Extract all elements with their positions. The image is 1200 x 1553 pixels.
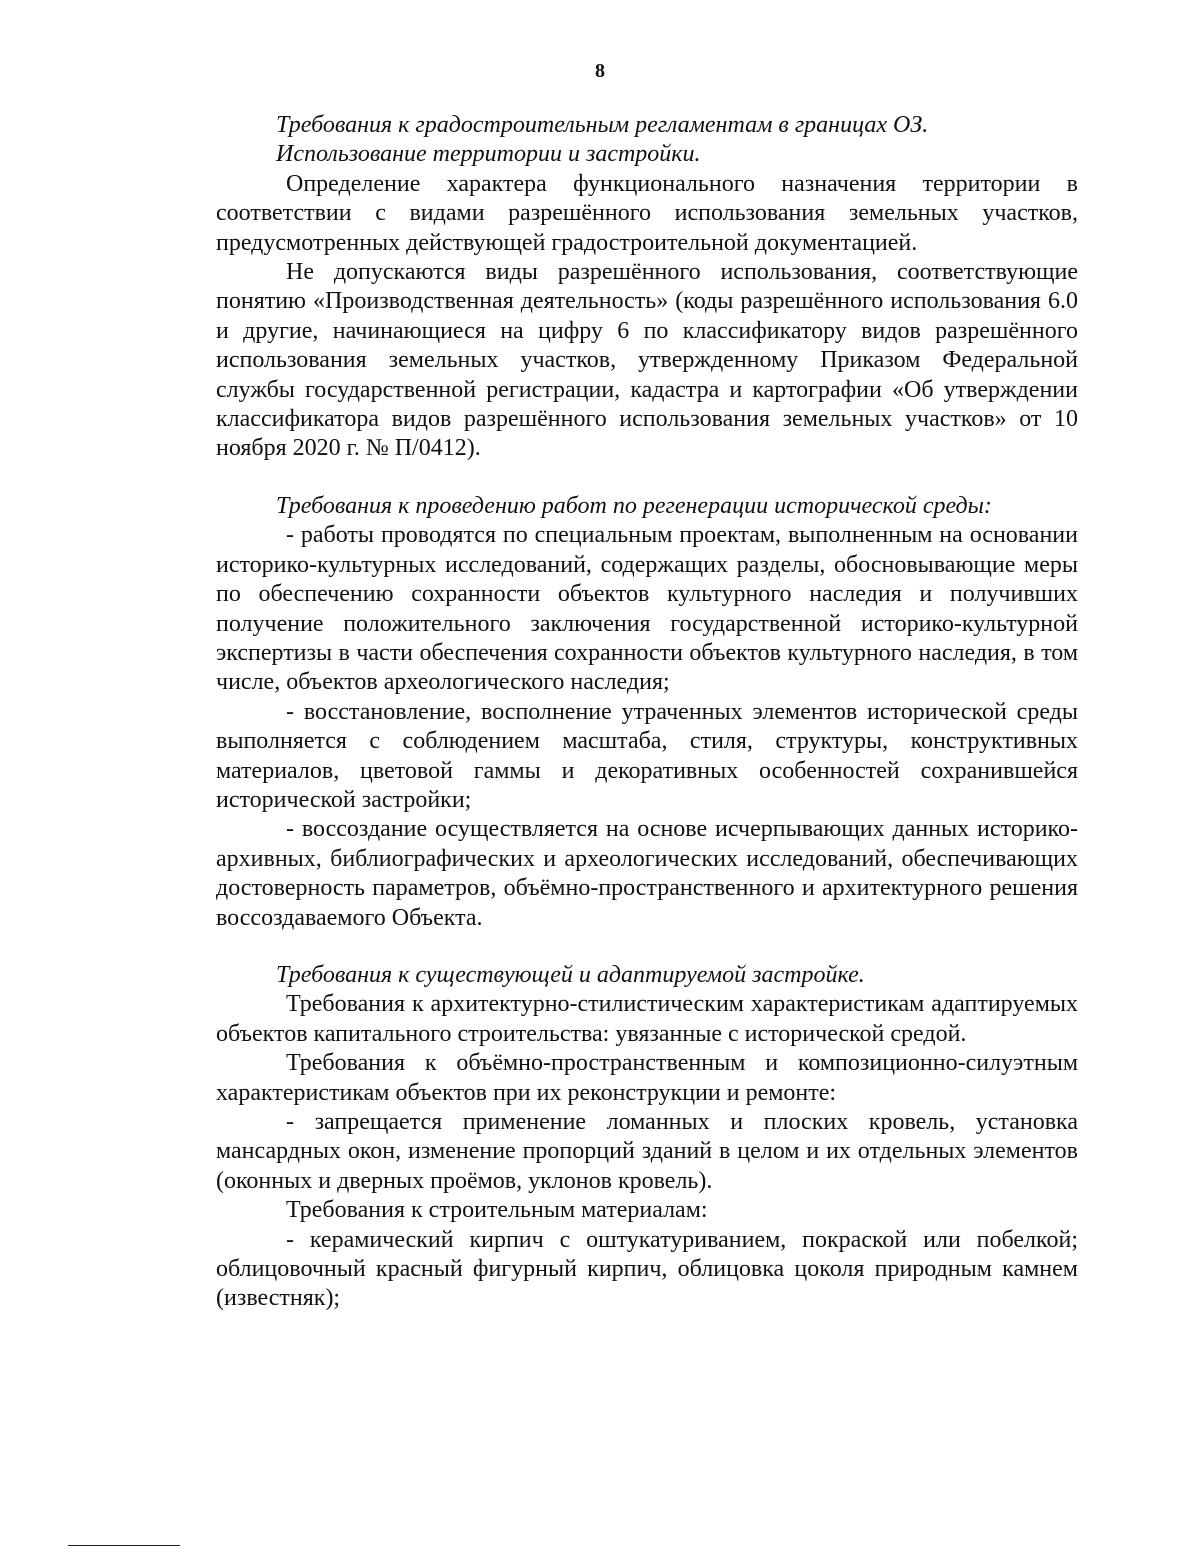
list-item-restoration: - восстановление, восполнение утраченных элементов исторической среды выполняется с соблюдением масштаба, стиля, структуры, конструктивных материалов, цветовой гаммы и декоративных особенностей сохранившейся исторической застройки; bbox=[216, 698, 1078, 813]
section-heading-regeneration: Требования к проведению работ по регенерации исторической среды: bbox=[276, 492, 992, 519]
paragraph-volume-requirements: Требования к объёмно-пространственным и композиционно-силуэтным характеристикам объектов при их реконструкции и ремонте: bbox=[216, 1050, 1078, 1106]
paragraph-materials-heading: Требования к строительным материалам: bbox=[286, 1197, 708, 1224]
list-item-brick-materials: - керамический кирпич с оштукатуриванием, покраской или побелкой; облицовочный красный фигурный кирпич, облицовка цоколя природным камнем (известняк); bbox=[216, 1226, 1078, 1312]
paragraph-prohibited-uses: Не допускаются виды разрешённого использования, соответствующие понятию «Производственная деятельность» (коды разрешённого использования 6.0 и другие, начинающиеся на цифру 6 по классификатору видов разрешённого использования земельных участков, утвержденному Приказом Федеральной службы государственной регистрации, кадастра и картографии «Об утверждении классификатора видов разрешённого использования земельных участков» от 10 ноября 2020 г. № П/0412). bbox=[216, 259, 1078, 462]
section-heading-existing-buildings: Требования к существующей и адаптируемой застройке. bbox=[276, 961, 865, 988]
paragraph-architectural-style: Требования к архитектурно-стилистическим характеристикам адаптируемых объектов капитального строительства: увязанные с исторической средой. bbox=[216, 991, 1078, 1047]
list-item-special-projects: - работы проводятся по специальным проектам, выполненным на основании историко-культурных исследований, содержащих разделы, обосновывающие меры по обеспечению сохранности объектов культурного наследия и получивших получение положительного заключения государственной историко-культурной экспертизы в части обеспечения сохранности объектов культурного наследия, в том числе, объектов археологического наследия; bbox=[216, 522, 1078, 696]
list-item-recreation: - воссоздание осуществляется на основе исчерпывающих данных историко-архивных, библиографических и археологических исследований, обеспечивающих достоверность параметров, объёмно-пространственного и архитектурного решения воссоздаваемого Объекта. bbox=[216, 816, 1078, 931]
document-body bbox=[216, 111, 1078, 1314]
section-heading-zoning: Требования к градостроительным регламентам в границах ОЗ. bbox=[276, 112, 929, 138]
page-number: 8 bbox=[595, 60, 605, 82]
spacer bbox=[216, 464, 1078, 492]
spacer bbox=[216, 933, 1078, 961]
footnote-divider bbox=[68, 1545, 180, 1546]
section-subheading-land-use: Использование территории и застройки. bbox=[276, 141, 701, 168]
list-item-roof-restrictions: - запрещается применение ломанных и плоских кровель, установка мансардных окон, изменение пропорций зданий в целом и их отдельных элементов (оконных и дверных проёмов, уклонов кровель). bbox=[216, 1109, 1078, 1194]
paragraph-functional-purpose: Определение характера функционального назначения территории в соответствии с видами разрешённого использования земельных участков, предусмотренных действующей градостроительной документацией. bbox=[216, 170, 1078, 256]
